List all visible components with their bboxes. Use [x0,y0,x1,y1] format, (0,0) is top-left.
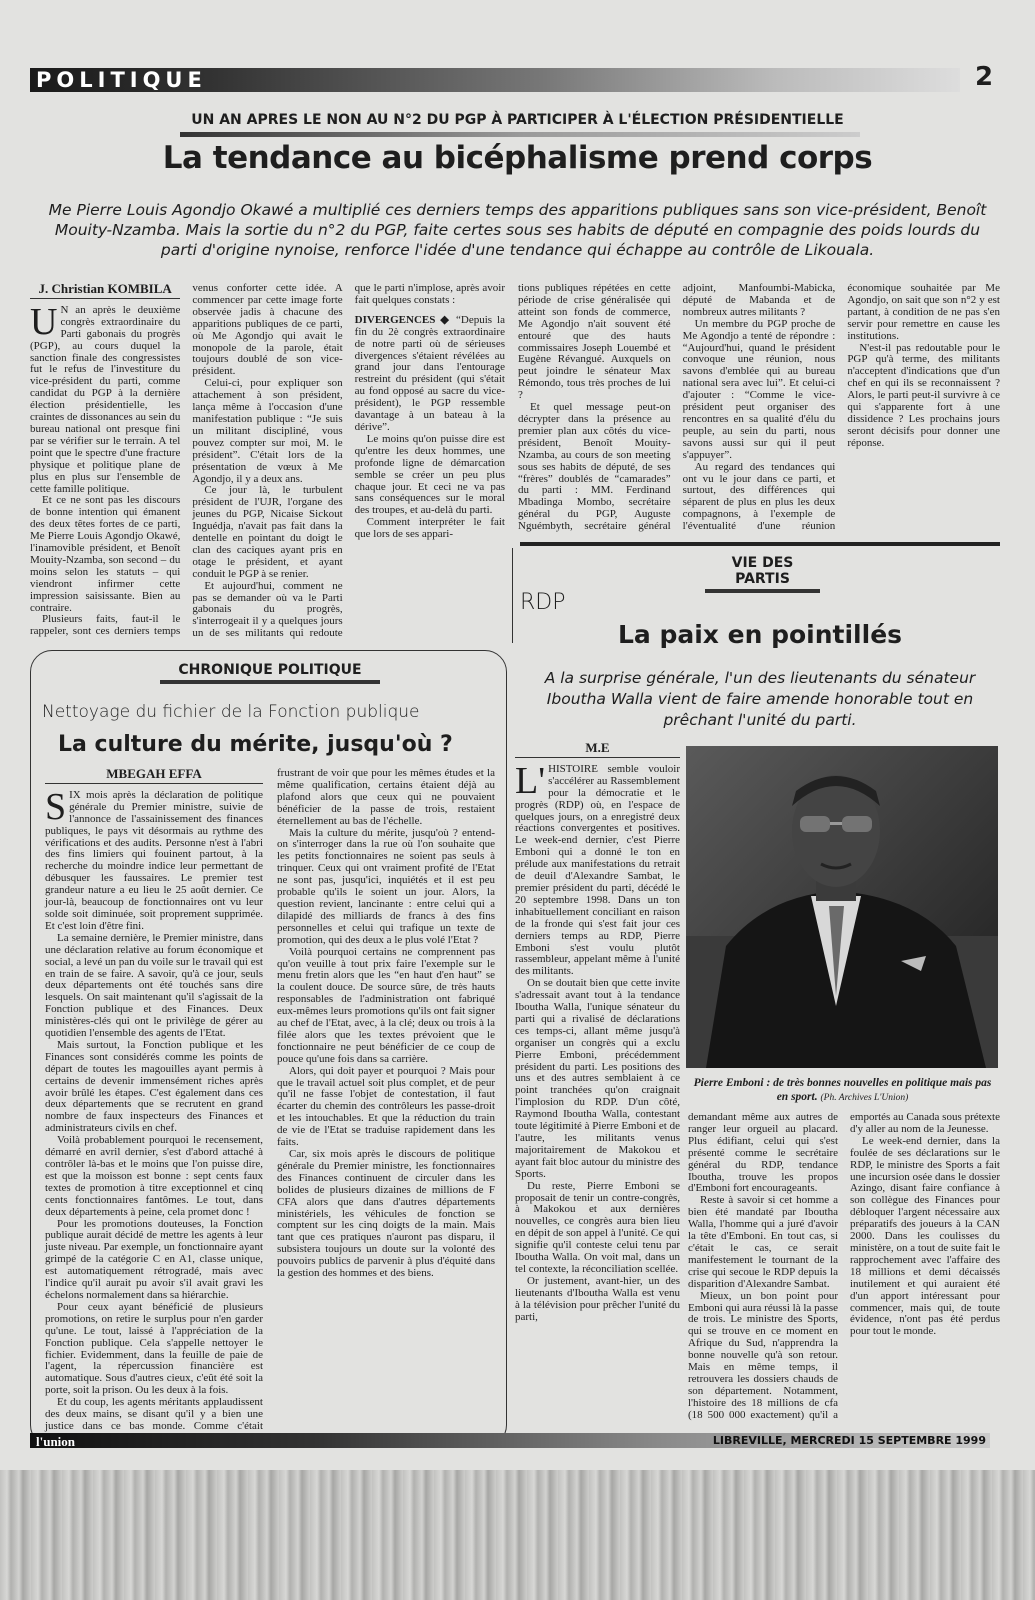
paragraph: Le moins qu'on puisse dire est qu'entre les deux hommes, une profonde ligne de démarcation semble se créer un peu plus chaque jour. Et ceci ne va pas sans conséquences sur le moral des troupes, et au-delà du parti. [354,432,505,517]
article-headline: La tendance au bicéphalisme prend corps [162,140,873,176]
rdp-byline: M.E [515,742,680,758]
page-number: 2 [975,62,994,92]
column-divider [512,548,513,643]
photo-credit: (Ph. Archives L'Union) [820,1093,909,1103]
rdp-body-left [515,742,680,1442]
paragraph: Au regard des tendances qui ont vu le jour dans ce parti, et surtout, des différences qui séparent de plus en plus les deux compagnons, à l'exemple de l'éventualité d'une réunion économique souhaitée par Me Agondjo, on sait que son n°2 y est partant, à condition de ne pas s'en servir pour remettre en cause les institutions. [682,282,1000,533]
paragraph: demandant même aux autres de ranger leur orgueil au placard. Plus édifiant, celui qui s'est présenté comme le secrétaire général du RDP, tendance Iboutha, trouve les propos d'Emboni fort encourageants. [688,1111,838,1195]
chronique-body [45,768,495,1433]
paragraph-lead: DIVERGENCES ◆ [354,313,457,326]
chronique-kicker: Nettoyage du fichier de la Fonction publique [42,702,420,722]
paragraph: Alors, qui doit payer et pourquoi ? Mais pour que le travail actuel soit plus complet, et de peur qu'il ne fasse l'objet de contestation, il faut écarter du chemin des contrôleurs les passe-droit et les intouchables. Et que la réduction du train de vie de l'Etat se traduise rapidement dans les faits. [277,1064,495,1149]
main-article-body-right [518,283,1000,538]
article-byline: J. Christian KOMBILA [30,283,180,299]
article-kicker: UN AN APRES LE NON AU N°2 DU PGP À PARTICIPER À L'ÉLECTION PRÉSIDENTIELLE [191,112,844,128]
paragraph: Mais surtout, la Fonction publique et les Finances sont considérés comme les points de départ de toutes les magouilles ayant permis à certains de devenir immensément riches après avoir brûlé les étapes. C'est également dans ces deux départements que se recrutent en grand nombre de faux inspecteurs des Finances et administrateurs civils en chef. [45,1038,263,1135]
photo-pierre-emboni [686,746,998,1068]
caption-text: Pierre Emboni : de très bonnes nouvelles en politique mais pas en sport. [693,1077,992,1103]
paragraph: SIX mois après la déclaration de politique générale du Premier ministre, suivie de l'annonce de l'assainissement des finances publiques, le pays vit désormais au rythme des vérifications et des audits. Personne n'est à l'abri des fins limiers qui fouinent partout, à la recherche du moindre indice leur permettant de débusquer les faussaires. Le premier test grandeur nature a eu lieu le 25 août dernier. Ce jour-là, beaucoup de fonctionnaires ont vu leur solde soit diminuée, soit proprement supprimée. Et c'est loin d'être fini. [45,785,263,932]
paragraph: Reste à savoir si cet homme a bien été mandaté par Iboutha Walla, l'homme qui a juré d'avoir la tête d'Emboni. En tout cas, si c'était le cas, ce serait manifestement le tournant de la crise qui secoue le RDP depuis la disparition d'Alexandre Sambat. [688,1194,838,1290]
paragraph: Du reste, Pierre Emboni se proposait de tenir un contre-congrès, à Makokou et aux dernières nouvelles, ce congrès aura bien lieu en dépit de son appel à l'unité. Ce qui signifie qu'il conteste celui tenu par Iboutha Walla. On voit mal, dans un tel contexte, la réconciliation scellée. [515,1179,680,1275]
paragraph: Et ce ne sont pas les discours de bonne intention qui émanent des deux têtes fortes de ce parti, Me Pierre Louis Agondjo Okawé, l'inamovible président, et Benoît Mouity-Nzamba, son second – du moins selon les statuts – qui viendront infirmer cette impression saisissante. Bien au contraire. [30,494,181,614]
paragraph: Comment interpréter le fait que lors de ses appari- [354,516,505,541]
scan-artifact-strip [0,1470,1035,1600]
chronique-byline: MBEGAH EFFA [45,768,263,784]
paragraph: Le week-end dernier, dans la foulée de ses déclarations sur le RDP, le ministre des Sports a fait une incursion osée dans le dossier Azingo, disant faire confiance à son collègue des Finances pour débloquer l'argent nécessaire aux préparatifs des joueurs à la CAN 2000. Dans les coulisses du ministère, on a tout de suite fait le rapprochement avec l'affaire des 18 millions et demi décaissés inutilement et qui auraient été d'un apport intéressant pour commencer, mais qui, de toute évidence, n'ont pas été perdus pour tout le monde. [850,1134,1000,1338]
paragraph: La semaine dernière, le Premier ministre, dans une déclaration relative au forum économique et social, a levé un pan du voile sur le travail qui est en train de se faire. A savoir, qu'à ce jour, seuls deux départements ont été touchés sans dire lesquels. On sait maintenant qu'il s'agissait de la Fonction publique et des Finances. Deux ministères-clés qui ont le privilège de gérer au quotidien l'ensemble des agents de l'Etat. [45,931,263,1040]
kicker-underline [180,132,860,137]
paragraph: Ce jour là, le turbulent président de l'UJR, l'organe des jeunes du PGP, Nicaise Sickout Inguédja, n'avait pas fait dans la dentelle en pointant du doigt le clan des caciques ayant pris en otage le président, et ayant conduit le PGP à se renier. [192,484,343,580]
paragraph: tions publiques répétées en cette période de crise généralisée qui atteint son fonds de commerce, Me Agondjo n'ait souvent été entouré que des hauts commissaires Joseph Louembé et Eugène Révangué. Auxquels on peut joindre le sénateur Max Rémondo, tous très proches de lui ? [518,282,671,402]
section-divider [520,542,1000,546]
main-article-body-left [30,283,505,645]
paragraph [355,315,505,434]
footer-bar [30,1433,990,1448]
rdp-headline: La paix en pointillés [617,620,903,649]
chronique-label: CHRONIQUE POLITIQUE [160,662,380,684]
paragraph: Plusieurs faits, faut-il le rappeler, sont ces derniers temps venus conforter cette idée. A commencer par cette image forte observée jadis à chacune des apparitions publiques de ce parti, où Me Agondjo qui avait le monopole de la parole, était toujours doublé de son vice-président. [30,282,343,638]
paragraph: Celui-ci, pour expliquer son attachement à son président, lança même à l'occasion d'une manifestation publique : “Je suis un militant discipliné, vous pouvez compter sur moi, M. le président”. C'était lors de la présentation de vœux à Me Agondjo, il y a deux ans. [192,377,343,485]
dateline: LIBREVILLE, MERCREDI 15 SEPTEMBRE 1999 [712,1434,986,1447]
paragraph: Et quel message peut-on décrypter dans la présence au premier plan aux côtés du vice-président, Benoît Mouity-Nzamba, au cours de son meeting sous ses habits de député, de ses “frères” doublés de “camarades” du parti : MM. Ferdinand Mbadinga Mombo, secrétaire général du PGP, Auguste Nguémbyth, secrétaire général adjoint, Manfoumbi-Mabicka, député de Mabanda et de nombreux autres militants ? [518,282,836,533]
paragraph: N'est-il pas redoutable pour le PGP qu'à terme, des militants n'acceptent d'indications que d'un chef en qui ils se reconnaissent ? Alors, le parti peut-il survivre à ce qui s'apparente fort à une dissidence ? Les prochains jours seront décisifs pour donner une réponse. [847,341,1000,449]
rdp-deck: A la surprise générale, l'un des lieutenants du sénateur Iboutha Walla vient de faire amende honorable tout en prêchant l'unité du parti. [544,669,976,729]
chronique-headline: La culture du mérite, jusqu'où ? [58,732,453,757]
paragraph-text: “Depuis la fin du 2è congrès extraordinaire de notre parti où de sérieuses divergences s'étaient révélées au grand jour dans l'entourage restreint du président (qui s'était au fond opposé au sacre du vice-président), le PGP ressemble davantage à un bateau à la dérive”. [354,313,505,433]
paragraph: Car, six mois après le discours de politique générale du Premier ministre, les fonctionnaires des Finances continuent de circuler dans les bolides de plusieurs dizaines de millions de F CFA alors que dans d'autres départements ministériels, les véhicules de fonction se comptent sur les cinq doigts de la main. Mais tant que ces pratiques n'auront pas disparu, il subsistera toujours un doute sur la volonté des pouvoirs publics de parvenir à plus d'équité dans la gestion des hommes et des biens. [277,1148,495,1280]
paragraph: Et aujourd'hui, comment ne pas se demander où va le Parti gabonais du progrès, s'interrogeait il y a quelques jours un de ses militants qui redoute que le parti n'implose, après avoir fait quelques constats : [192,282,505,640]
paragraph: UN an après le deuxième congrès extraordinaire du Parti gabonais du progrès (PGP), au cours duquel la sanction finale des congressistes fut le refus de l'investiture du vice-président du parti, comme candidat du PGP à la dernière élection présidentielle, les craintes de dissonances au sein du bureau national ont presque fini par se vérifier sur le terrain. A tel point que le spectre d'une fracture physique et politique plane de plus en plus sur l'ensemble de cette famille politique. [30,300,181,495]
section-header-bar [30,68,960,92]
paragraph: Mais la culture du mérite, jusqu'où ? entend-on s'interroger dans la rue où l'on souhaite que les petits fonctionnaires ne soient pas seuls à trinquer. Ceux qui ont vraiment profité de l'Etat ne sont pas, jusqu'ici, inquiétés et il est peu probable qu'ils le soient un jour. Alors, la question revient, lancinante : entre celui qui a dilapidé des milliards de francs à des fins personnelles et celui qui trafique un texte de promotion, qui des deux a le plus volé l'Etat ? [277,826,495,946]
rdp-body-right [688,1112,1000,1432]
paragraph: Voilà pourquoi certains ne comprennent pas qu'on veuille à tout prix faire l'exemple sur le menu fretin alors que les “en haut d'en haut” se la coulent douce. De source sûre, de très hauts responsables de l'administration ont fabriqué eux-mêmes leurs promotions qu'ils ont fait signer au chef de l'Etat, avec, à la clé; deux ou trois à la filée alors que les textes prévoient que le fonctionnaire ne peut bénéficier de ce coup de pouce qu'une fois dans sa carrière. [277,945,495,1065]
paragraph: Et du coup, les agents méritants applaudissent des deux mains, se disant qu'il y a bien une justice dans ce bas monde. Comme c'était frustrant de voir que pour les mêmes études et la même qualification, certains étaient déjà au plafond alors que ceux qui ne pouvaient bénéficier de la passe de trois, restaient éternellement au bas de l'échelle. [45,767,495,1432]
paragraph: Pour les promotions douteuses, la Fonction publique aurait décidé de mettre les agents à leur juste niveau. Par exemple, un fonctionnaire ayant grimpé de la catégorie C en A1, classe unique, est automatiquement rétrogradé, mais avec l'indice qu'il aurait pu avoir s'il avait gravi les échelons normalement dans sa hiérarchie. [45,1217,263,1301]
paragraph: Pour ceux ayant bénéficié de plusieurs promotions, on retire le surplus pour n'en garder qu'une. Le tout, laissé à l'appréciation de la Fonction publique. Cela s'appelle nettoyer le fichier. Evidemment, dans la feuille de paie de l'agent, la répercussion financière est automatique. Sous d'autres cieux, c'eût été soit la porte, soit la prison. Ou les deux à la fois. [45,1300,263,1397]
paragraph: Voilà probablement pourquoi le recensement, démarré en avril dernier, s'est d'abord attaché à contrôler là-bas et le moins que l'on puisse dire, est que la moisson est bonne : sept cents faux textes de promotion à titre exceptionnel et cinq cents fonctionnaires fantômes. Le tout, dans deux départements à peine, cela promet donc ! [45,1134,263,1218]
newspaper-brand: l'union [36,1434,76,1449]
article-deck: Me Pierre Louis Agondjo Okawé a multiplié ces derniers temps des apparitions publiques sans son vice-président, Benoît Mouity-Nzamba. Mais la sortie du n°2 du PGP, faite certes sous ses habits de député en compagnie des poids lourds du parti d'origine nynoise, renforce l'idée d'une tendance qui échappe au contrôle de Likouala. [48,201,987,259]
paragraph: On se doutait bien que cette invite s'adressait avant tout à la tendance Iboutha Walla, l'unique sénateur du parti qui a rivalisé de déclarations ces temps-ci, allant même jusqu'à organiser un congrès qui a exclu Pierre Emboni, précédemment président du parti. Les positions des uns et des autres semblaient à ce point tranchées qu'on craignait l'implosion du RDP. D'un côté, Raymond Iboutha Walla, contestant toute légitimité à Pierre Emboni et de l'autre, les militants venus majoritairement de Makokou et ayant fait bloc autour du ministre des Sports. [515,977,680,1180]
section-name: POLITIQUE [36,68,207,92]
vie-des-partis-label: VIE DES PARTIS [705,555,820,593]
paragraph: Or justement, avant-hier, un des lieutenants d'Iboutha Walla est venu à la télévision pour prêcher l'unité du parti, [515,1274,680,1323]
portrait-image [686,746,998,1068]
paragraph: Un membre du PGP proche de Me Agondjo a tenté de répondre : “Aujourd'hui, quand le président convoque une réunion, nous savons d'emblée qui au bureau national sera avec lui”. Et celui-ci d'ajouter : “Comme le vice-président peut organiser des rencontres en sa qualité d'élu du peuple, au sein du parti, nous savons aussi sur qui il peut s'appuyer”. [682,317,836,461]
rdp-tag: RDP [520,590,566,615]
photo-caption [690,1076,995,1105]
paragraph: L'HISTOIRE semble vouloir s'accélérer au Rassemblement pour la démocratie et le progrès (RDP) où, en l'espace de quelques jours, on a enregistré deux réactions convergentes et positives. Le week-end dernier, c'est Pierre Emboni qui a donné le ton en prélude aux manifestations du retrait de deuil d'Alexandre Sambat, le premier président du parti, décédé le 20 septembre 1998. Dans un ton inhabituellement conciliant en raison de la fronde qui s'est fait jour ces derniers temps au RDP, Pierre Emboni s'est voulu plutôt rassembleur, appelant même à l'unité des militants. [515,759,680,978]
paragraph: Mieux, un bon point pour Emboni qui aura réussi là la passe de trois. Le ministre des Sports, qui se trouve en ce moment en Afrique du Sud, n'apprendra la bonne nouvelle qu'à son retour. Mais en même temps, il retrouvera les dossiers chauds de son département. Notamment, l'histoire des 18 millions de cfa (18 500 000 exactement) qu'il a emportés au Canada sous prétexte d'y aller au nom de la Jeunesse. [688,1111,1000,1421]
